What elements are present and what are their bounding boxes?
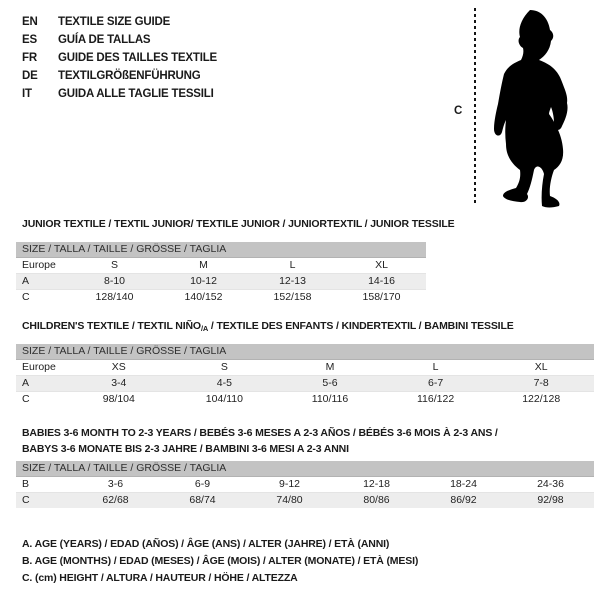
language-header xyxy=(22,13,217,103)
language-title: GUIDA ALLE TAGLIE TESSILI xyxy=(58,88,214,100)
table-row-age-months xyxy=(16,477,594,493)
size-bar-label: SIZE / TALLA / TAILLE / GRÖSSE / TAGLIA xyxy=(16,242,426,258)
heading-text: CHILDREN'S TEXTILE / TEXTIL NIÑO xyxy=(22,320,201,332)
height-label-c: C xyxy=(454,105,463,117)
children-table-heading xyxy=(22,318,514,337)
value-cell: 158/170 xyxy=(362,291,401,303)
row-label: A xyxy=(22,377,30,389)
value-cell: 14-16 xyxy=(368,275,395,287)
size-cell: XL xyxy=(534,361,548,373)
value-cell: 62/68 xyxy=(102,494,129,506)
language-row xyxy=(22,31,217,49)
value-cell: 24-36 xyxy=(537,478,564,490)
value-cell: 122/128 xyxy=(522,393,561,405)
size-cell: S xyxy=(110,259,118,271)
heading-subscript: /A xyxy=(200,324,209,333)
table-row-age xyxy=(16,274,426,290)
size-cell: M xyxy=(199,259,208,271)
heading-line-1: BABIES 3-6 MONTH TO 2-3 YEARS / BEBÉS 3-6 MESES A 2-3 AÑOS / BÉBÉS 3-6 MOIS À 2-3 ANS / xyxy=(22,427,498,439)
table-row-europe xyxy=(16,360,594,376)
language-code: ES xyxy=(22,34,37,46)
row-label: Europe xyxy=(22,361,56,373)
legend-footnotes xyxy=(22,536,418,587)
language-row xyxy=(22,85,217,103)
value-cell: 152/158 xyxy=(273,291,312,303)
language-code: EN xyxy=(22,16,38,28)
footnote-b: B. AGE (MONTHS) / EDAD (MESES) / ÂGE (MOIS) / ALTER (MONATE) / ETÀ (MESI) xyxy=(22,555,419,567)
language-row xyxy=(22,13,217,31)
row-label: Europe xyxy=(22,259,56,271)
value-cell: 68/74 xyxy=(189,494,216,506)
value-cell: 98/104 xyxy=(102,393,135,405)
size-cell: M xyxy=(325,361,335,373)
baby-silhouette-image xyxy=(492,8,572,208)
heading-line-2: BABYS 3-6 MONATE BIS 2-3 JAHRE / BAMBINI 3-6 MESI A 2-3 ANNI xyxy=(22,443,349,455)
value-cell: 92/98 xyxy=(537,494,564,506)
value-cell: 10-12 xyxy=(190,275,217,287)
language-row xyxy=(22,67,217,85)
table-row-height xyxy=(16,392,594,407)
row-label: C xyxy=(22,393,30,405)
size-cell: S xyxy=(220,361,228,373)
size-cell: XL xyxy=(375,259,388,271)
value-cell: 6-7 xyxy=(428,377,444,389)
footnote-a: A. AGE (YEARS) / EDAD (AÑOS) / ÂGE (ANS) / ALTER (JAHRE) / ETÀ (ANNI) xyxy=(22,538,390,550)
size-bar-label: SIZE / TALLA / TAILLE / GRÖSSE / TAGLIA xyxy=(16,461,594,477)
footnote-c: C. (cm) HEIGHT / ALTURA / HAUTEUR / HÖHE / ALTEZZA xyxy=(22,572,298,584)
value-cell: 74/80 xyxy=(276,494,303,506)
size-cell: L xyxy=(289,259,296,271)
table-row-age xyxy=(16,376,594,392)
value-cell: 80/86 xyxy=(363,494,390,506)
language-title: TEXTILE SIZE GUIDE xyxy=(58,16,171,28)
value-cell: 4-5 xyxy=(216,377,232,389)
table-row-height xyxy=(16,290,426,305)
value-cell: 9-12 xyxy=(278,478,300,490)
value-cell: 110/116 xyxy=(311,393,349,405)
value-cell: 116/122 xyxy=(417,393,455,405)
language-row xyxy=(22,49,217,67)
language-title: GUIDE DES TAILLES TEXTILE xyxy=(58,52,217,64)
value-cell: 7-8 xyxy=(533,377,549,389)
value-cell: 140/152 xyxy=(184,291,223,303)
value-cell: 18-24 xyxy=(450,478,477,490)
row-label: A xyxy=(22,275,30,287)
junior-size-table xyxy=(16,242,426,305)
row-label: B xyxy=(22,478,30,490)
value-cell: 3-6 xyxy=(107,478,124,490)
children-size-table xyxy=(16,344,594,407)
row-label: C xyxy=(22,494,30,506)
language-code: DE xyxy=(22,70,38,82)
table-row-europe xyxy=(16,258,426,274)
table-row-height xyxy=(16,493,594,508)
value-cell: 8-10 xyxy=(103,275,125,287)
language-title: TEXTILGRÖßENFÜHRUNG xyxy=(58,70,201,82)
junior-table-heading: JUNIOR TEXTILE / TEXTIL JUNIOR/ TEXTILE JUNIOR / JUNIORTEXTIL / JUNIOR TESSILE xyxy=(22,218,455,230)
size-cell: L xyxy=(432,361,439,373)
language-code: IT xyxy=(22,88,32,100)
value-cell: 5-6 xyxy=(322,377,338,389)
value-cell: 86/92 xyxy=(450,494,477,506)
value-cell: 3-4 xyxy=(111,377,127,389)
size-bar-label: SIZE / TALLA / TAILLE / GRÖSSE / TAGLIA xyxy=(16,344,594,360)
value-cell: 104/110 xyxy=(205,393,243,405)
height-measure-dashed-line xyxy=(474,8,476,206)
value-cell: 12-18 xyxy=(363,478,390,490)
row-label: C xyxy=(22,291,30,303)
value-cell: 6-9 xyxy=(194,478,211,490)
babies-size-table xyxy=(16,461,594,508)
language-code: FR xyxy=(22,52,37,64)
value-cell: 128/140 xyxy=(95,291,134,303)
heading-text: / TEXTILE DES ENFANTS / KINDERTEXTIL / BAMBINI TESSILE xyxy=(208,320,514,332)
value-cell: 12-13 xyxy=(279,275,306,287)
size-cell: XS xyxy=(111,361,126,373)
babies-table-heading xyxy=(22,425,582,457)
language-title: GUÍA DE TALLAS xyxy=(58,34,151,46)
